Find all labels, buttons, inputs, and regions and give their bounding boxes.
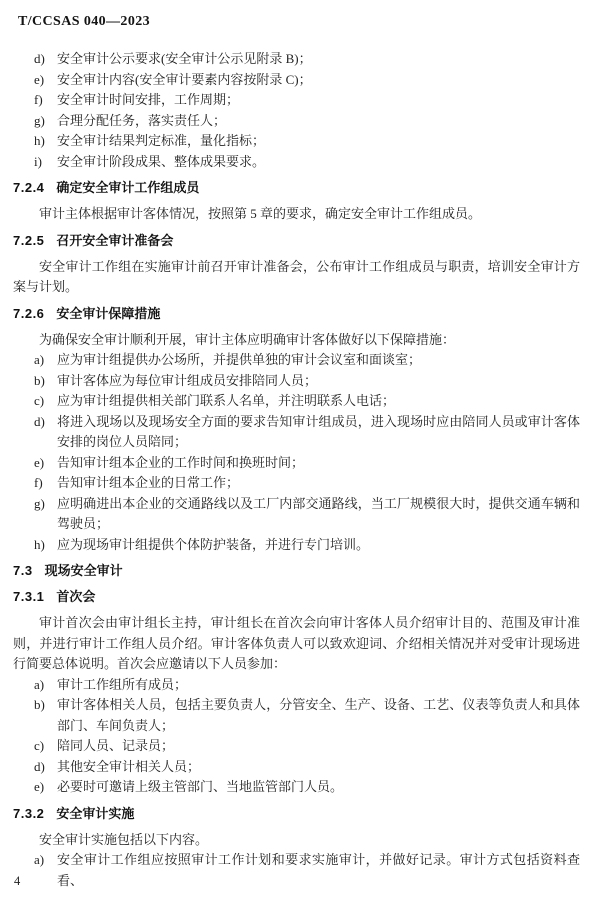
section-heading <box>13 231 580 251</box>
list-item-marker: f) <box>34 92 43 107</box>
list-item <box>13 412 580 453</box>
list-item-marker: d) <box>34 413 45 429</box>
standard-number-header: T/CCSAS 040—2023 <box>18 14 151 29</box>
section-number: 7.3 <box>13 563 33 578</box>
paragraph: 审计首次会由审计组长主持，审计组长在首次会向审计客体人员介绍审计目的、范围及审计准则，并进行审计工作组人员介绍。审计客体负责人可以致欢迎词、介绍相关情况并对受审计现场进行简要总体说明。首次会应邀请以下人员参加： <box>13 615 580 671</box>
list-item-text: 其他安全审计相关人员； <box>57 758 201 774</box>
list-item <box>13 350 580 371</box>
list-item <box>13 131 580 152</box>
list-item-marker: b) <box>34 372 45 388</box>
list-item-text: 将进入现场以及现场安全方面的要求告知审计组成员，进入现场时应由陪同人员或审计客体安排的岗位人员陪同； <box>57 413 580 449</box>
section-title: 安全审计实施 <box>56 805 135 821</box>
section-number: 7.3.2 <box>13 805 45 821</box>
list-item-marker: f) <box>34 475 43 490</box>
list-item <box>13 152 580 173</box>
list-item-text: 必要时可邀请上级主管部门、当地监管部门人员。 <box>57 779 344 794</box>
list-item-marker: e) <box>34 71 45 87</box>
list-item-text: 应为现场审计组提供个体防护装备，并进行专门培训。 <box>57 536 370 552</box>
list-item-text: 安全审计结果判定标准，量化指标； <box>57 133 266 148</box>
list-item <box>13 453 580 474</box>
list-item-text: 应明确进出本企业的交通路线以及工厂内部交通路线，当工厂规模很大时，提供交通车辆和驾驶员； <box>57 495 580 531</box>
list-item <box>13 695 580 736</box>
list-item-text: 应为审计组提供相关部门联系人名单，并注明联系人电话； <box>57 393 396 408</box>
list-item-marker: c) <box>34 393 45 408</box>
list-item-marker: a) <box>34 852 45 867</box>
section-heading <box>13 561 580 581</box>
list-item <box>13 49 580 70</box>
list-item-marker: b) <box>34 697 45 712</box>
list-item-text: 安全审计阶段成果、整体成果要求。 <box>57 153 266 169</box>
paragraph: 审计主体根据审计客体情况，按照第 5 章的要求，确定安全审计工作组成员。 <box>39 206 482 221</box>
list-item <box>13 757 580 778</box>
list-item-text: 安全审计内容(安全审计要素内容按附录 C)； <box>57 71 312 87</box>
document-body <box>13 49 580 891</box>
list-item-marker: e) <box>34 454 45 470</box>
list-item-marker: a) <box>34 352 45 367</box>
list-item <box>13 371 580 392</box>
section-title: 首次会 <box>56 589 96 604</box>
list-item-text: 应为审计组提供办公场所，并提供单独的审计会议室和面谈室； <box>57 352 422 367</box>
paragraph: 安全审计工作组在实施审计前召开审计准备会，公布审计工作组成员与职责，培训安全审计方案与计划。 <box>13 258 580 294</box>
list-item-text: 审计客体应为每位审计组成员安排陪同人员； <box>57 372 318 388</box>
list-item-text: 安全审计公示要求(安全审计公示见附录 B)； <box>57 51 312 66</box>
list-item <box>13 535 580 556</box>
list-item-marker: c) <box>34 738 45 753</box>
list-item-text: 安全审计时间安排，工作周期； <box>57 92 240 107</box>
list-item <box>13 850 580 891</box>
list-item-marker: h) <box>34 536 45 552</box>
section-title: 现场安全审计 <box>44 563 123 578</box>
section-number: 7.2.4 <box>13 180 45 195</box>
list-item <box>13 736 580 757</box>
list-item-marker: e) <box>34 779 45 794</box>
section-title: 召开安全审计准备会 <box>56 232 174 248</box>
section-number: 7.2.6 <box>13 305 45 321</box>
list-item-text: 审计工作组所有成员； <box>57 676 188 692</box>
section-heading <box>13 178 580 198</box>
list-item-text: 陪同人员、记录员； <box>57 738 175 753</box>
list-item-marker: h) <box>34 133 45 148</box>
section-number: 7.3.1 <box>13 589 45 604</box>
paragraph: 安全审计实施包括以下内容。 <box>39 831 209 847</box>
list-item <box>13 391 580 412</box>
list-item <box>13 473 580 494</box>
list-item-marker: i) <box>34 153 42 169</box>
section-heading <box>13 804 580 824</box>
list-item <box>13 90 580 111</box>
list-item-text: 告知审计组本企业的日常工作； <box>57 475 240 490</box>
list-item <box>13 70 580 91</box>
paragraph: 为确保安全审计顺利开展，审计主体应明确审计客体做好以下保障措施： <box>39 331 456 347</box>
list-item-marker: d) <box>34 51 45 66</box>
section-heading <box>13 587 580 607</box>
list-item <box>13 111 580 132</box>
list-item-marker: d) <box>34 758 45 774</box>
page-number: 4 <box>14 874 21 888</box>
list-item-marker: a) <box>34 676 45 692</box>
list-item-marker: g) <box>34 495 45 511</box>
list-item <box>13 777 580 798</box>
list-item-text: 告知审计组本企业的工作时间和换班时间； <box>57 454 305 470</box>
list-item-text: 安全审计工作组应按照审计工作计划和要求实施审计，并做好记录。审计方式包括资料查看、 <box>57 852 580 888</box>
list-item <box>13 494 580 535</box>
list-item <box>13 675 580 696</box>
list-item-marker: g) <box>34 112 45 128</box>
section-number: 7.2.5 <box>13 232 45 248</box>
section-title: 安全审计保障措施 <box>56 305 161 321</box>
list-item-text: 合理分配任务，落实责任人； <box>57 112 227 128</box>
section-title: 确定安全审计工作组成员 <box>56 180 200 195</box>
list-item-text: 审计客体相关人员，包括主要负责人，分管安全、生产、设备、工艺、仪表等负责人和具体部门、车间负责人； <box>57 697 580 733</box>
section-heading <box>13 304 580 324</box>
